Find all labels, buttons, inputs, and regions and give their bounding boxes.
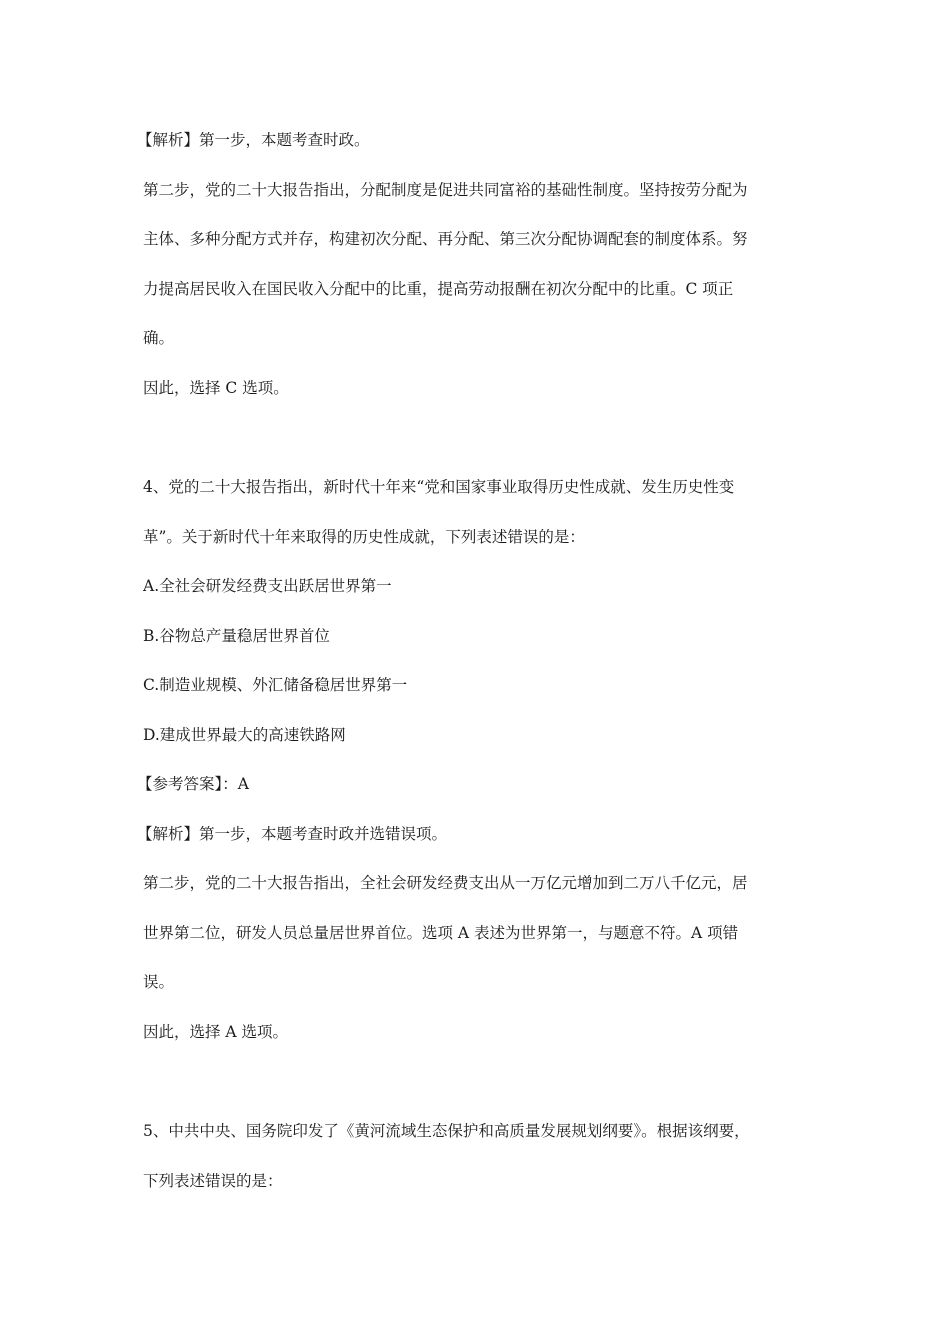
analysis-text: 力提高居民收入在国民收入分配中的比重，提高劳动报酬在初次分配中的比重。C 项正 <box>143 279 734 298</box>
question-stem: 下列表述错误的是： <box>143 1171 283 1190</box>
analysis-text: 确。 <box>143 329 175 347</box>
analysis-text: 主体、多种分配方式并存，构建初次分配、再分配、第三次分配协调配套的制度体系。努 <box>143 230 748 248</box>
question-stem: 4、党的二十大报告指出，新时代十年来“党和国家事业取得历史性成就、发生历史性变 <box>143 478 735 496</box>
section-gap <box>143 1057 813 1107</box>
analysis-conclusion: 因此，选择 C 选项。 <box>143 378 289 397</box>
question-stem: 革”。关于新时代十年来取得的历史性成就，下列表述错误的是： <box>143 527 585 546</box>
document-content <box>137 116 813 1206</box>
analysis-text: 世界第二位，研发人员总量居世界首位。选项 A 表述为世界第一，与题意不符。A 项错 <box>143 923 739 942</box>
analysis-text: 第二步，党的二十大报告指出，分配制度是促进共同富裕的基础性制度。坚持按劳分配为 <box>143 180 748 199</box>
option-d: D.建成世界最大的高速铁路网 <box>143 725 346 744</box>
option-c: C.制造业规模、外汇储备稳居世界第一 <box>143 676 408 694</box>
analysis-heading: 【解析】第一步，本题考查时政并选错误项。 <box>137 824 448 843</box>
option-b: B.谷物总产量稳居世界首位 <box>143 626 330 645</box>
reference-answer: 【参考答案】：A <box>137 775 249 793</box>
analysis-text: 误。 <box>143 973 175 991</box>
analysis-text: 第二步，党的二十大报告指出，全社会研发经费支出从一万亿元增加到二万八千亿元，居 <box>143 874 748 892</box>
section-gap <box>143 413 813 463</box>
option-a: A.全社会研发经费支出跃居世界第一 <box>143 577 392 595</box>
analysis-conclusion: 因此，选择 A 选项。 <box>143 1022 289 1041</box>
question-stem: 5、中共中央、国务院印发了《黄河流域生态保护和高质量发展规划纲要》。根据该纲要， <box>143 1122 750 1140</box>
analysis-heading: 【解析】第一步，本题考查时政。 <box>137 131 370 149</box>
